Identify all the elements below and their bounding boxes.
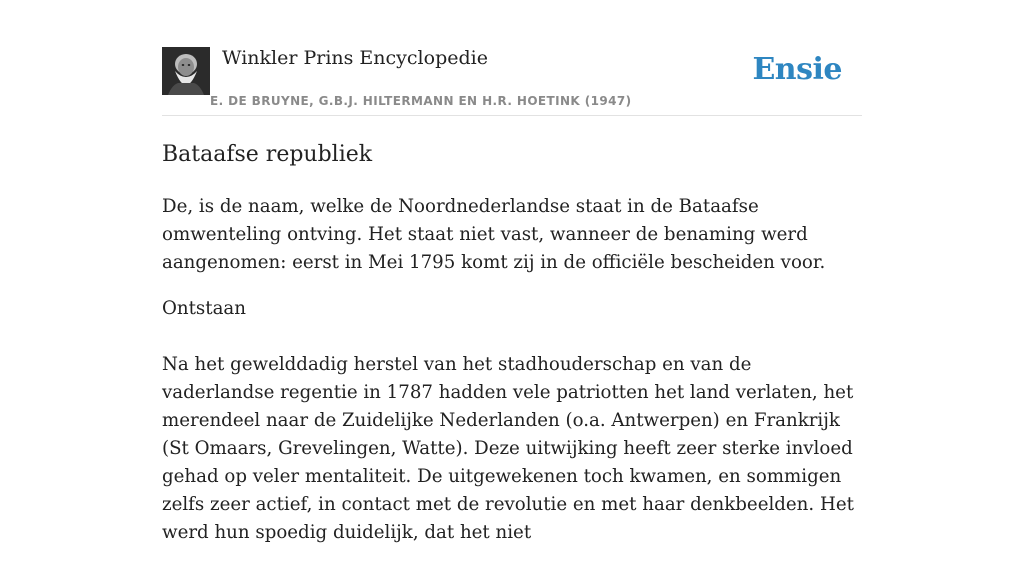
source-title-link[interactable]: Winkler Prins Encyclopedie [222,47,488,69]
section-heading: Ontstaan [162,298,246,319]
bearded-man-portrait-icon [162,47,210,95]
article-intro: De, is de naam, welke de Noordnederlandse staat in de Bataafse omwenteling ontving. Het staat niet vast, wanneer de benaming werd aangenomen: eerst in Mei 1795 komt zij in de officiële bescheiden voor. [162,196,826,273]
section-body: Na het gewelddadig herstel van het stadhouderschap en van de vaderlandse regentie in 1787 hadden vele patriotten het land verlaten, het merendeel naar de Zuidelijke Nederlanden (o.a. Antwerpen) en Frankrijk (St Omaars, Grevelingen, Watte). Deze uitwijking heeft zeer sterke invloed gehad op veler mentaliteit. De uitgewekenen toch kwamen, en sommigen zelfs zeer actief, in contact met de revolutie en met haar denkbeelden. Het werd hun spoedig duidelijk, dat het niet [162,354,854,543]
article-content [162,139,862,565]
source-authors: E. DE BRUYNE, G.B.J. HILTERMANN EN H.R. HOETINK (1947) [210,94,632,108]
article-title: Bataafse republiek [162,142,373,167]
source-header [162,40,862,116]
author-avatar[interactable] [162,47,210,95]
ensie-logo-link[interactable]: Ensie [752,52,842,87]
